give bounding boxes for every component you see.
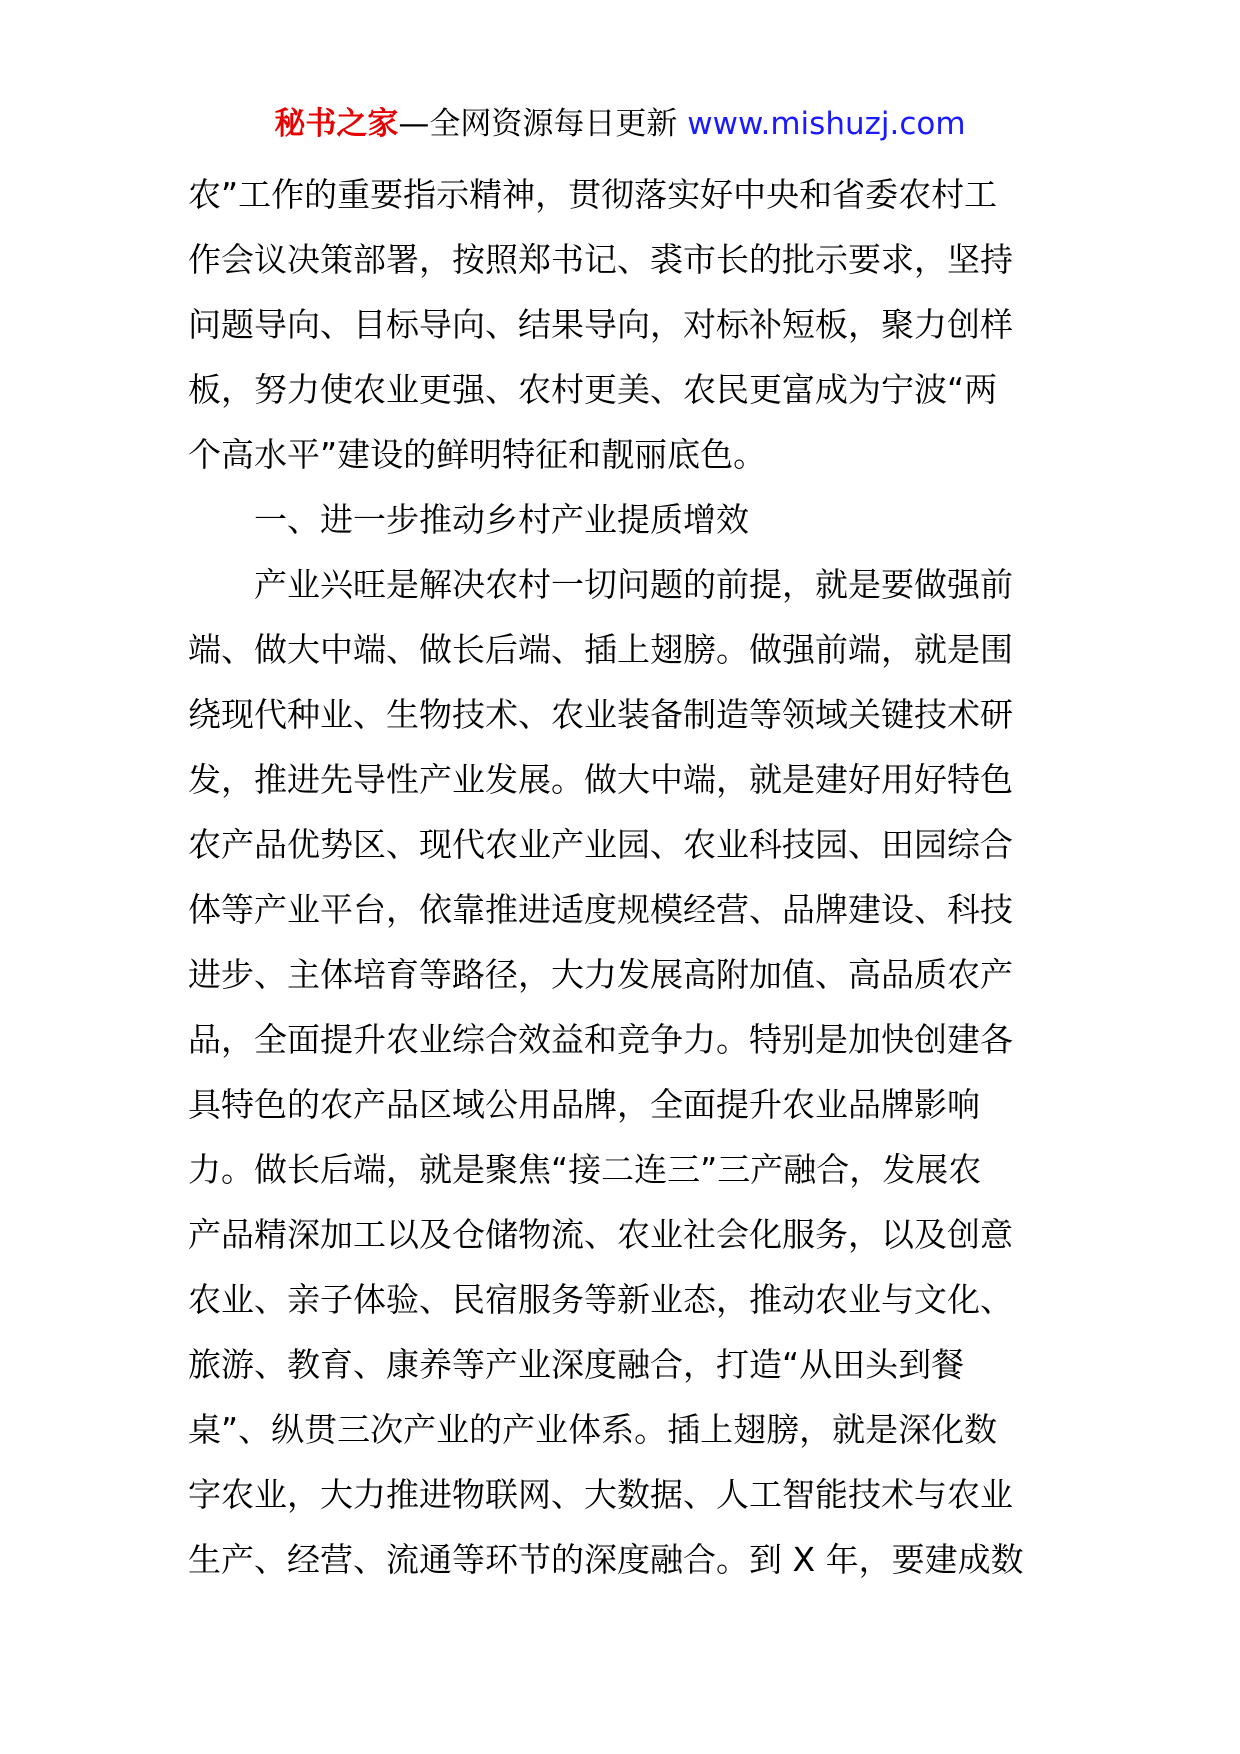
paragraph-first-line: 产业兴旺是解决农村一切问题的前提，就是要做强前 <box>254 565 1013 604</box>
text-line: 作会议决策部署，按照郑书记、裘市长的批示要求，坚持 <box>188 240 1013 279</box>
brand-name: 秘书之家 <box>274 106 399 142</box>
text-line: 农产品优势区、现代农业产业园、农业科技园、田园综合 <box>188 825 1013 864</box>
text-line: 体等产业平台，依靠推进适度规模经营、品牌建设、科技 <box>188 890 1013 929</box>
text-line: 板，努力使农业更强、农村更美、农民更富成为宁波“两 <box>188 370 998 409</box>
text-line: 端、做大中端、做长后端、插上翅膀。做强前端，就是围 <box>188 630 1013 669</box>
text-line: 具特色的农产品区域公用品牌，全面提升农业品牌影响 <box>188 1085 980 1124</box>
text-line: 问题导向、目标导向、结果导向，对标补短板，聚力创样 <box>188 305 1013 344</box>
text-line: 农”工作的重要指示精神，贯彻落实好中央和省委农村工 <box>188 175 998 214</box>
page-header <box>0 98 1240 150</box>
text-line: 品，全面提升农业综合效益和竞争力。特别是加快创建各 <box>188 1020 1013 1059</box>
website-url[interactable]: www.mishuzj.com <box>687 106 966 142</box>
section-heading: 一、进一步推动乡村产业提质增效 <box>254 500 749 539</box>
text-line: 生产、经营、流通等环节的深度融合。到 X 年，要建成数 <box>188 1540 1024 1579</box>
document-body <box>188 162 1058 1592</box>
text-line: 字农业，大力推进物联网、大数据、人工智能技术与农业 <box>188 1475 1013 1514</box>
text-line: 力。做长后端，就是聚焦“接二连三”三产融合，发展农 <box>188 1150 982 1189</box>
text-line: 绕现代种业、生物技术、农业装备制造等领域关键技术研 <box>188 695 1013 734</box>
text-line: 农业、亲子体验、民宿服务等新业态，推动农业与文化、 <box>188 1280 1013 1319</box>
text-line: 旅游、教育、康养等产业深度融合，打造“从田头到餐 <box>188 1345 965 1384</box>
text-line: 个高水平”建设的鲜明特征和靓丽底色。 <box>188 435 767 474</box>
header-tagline: —全网资源每日更新 <box>398 106 688 142</box>
text-line: 产品精深加工以及仓储物流、农业社会化服务，以及创意 <box>188 1215 1013 1254</box>
text-line: 进步、主体培育等路径，大力发展高附加值、高品质农产 <box>188 955 1013 994</box>
text-line: 发，推进先导性产业发展。做大中端，就是建好用好特色 <box>188 760 1013 799</box>
text-line: 桌”、纵贯三次产业的产业体系。插上翅膀，就是深化数 <box>188 1410 998 1449</box>
